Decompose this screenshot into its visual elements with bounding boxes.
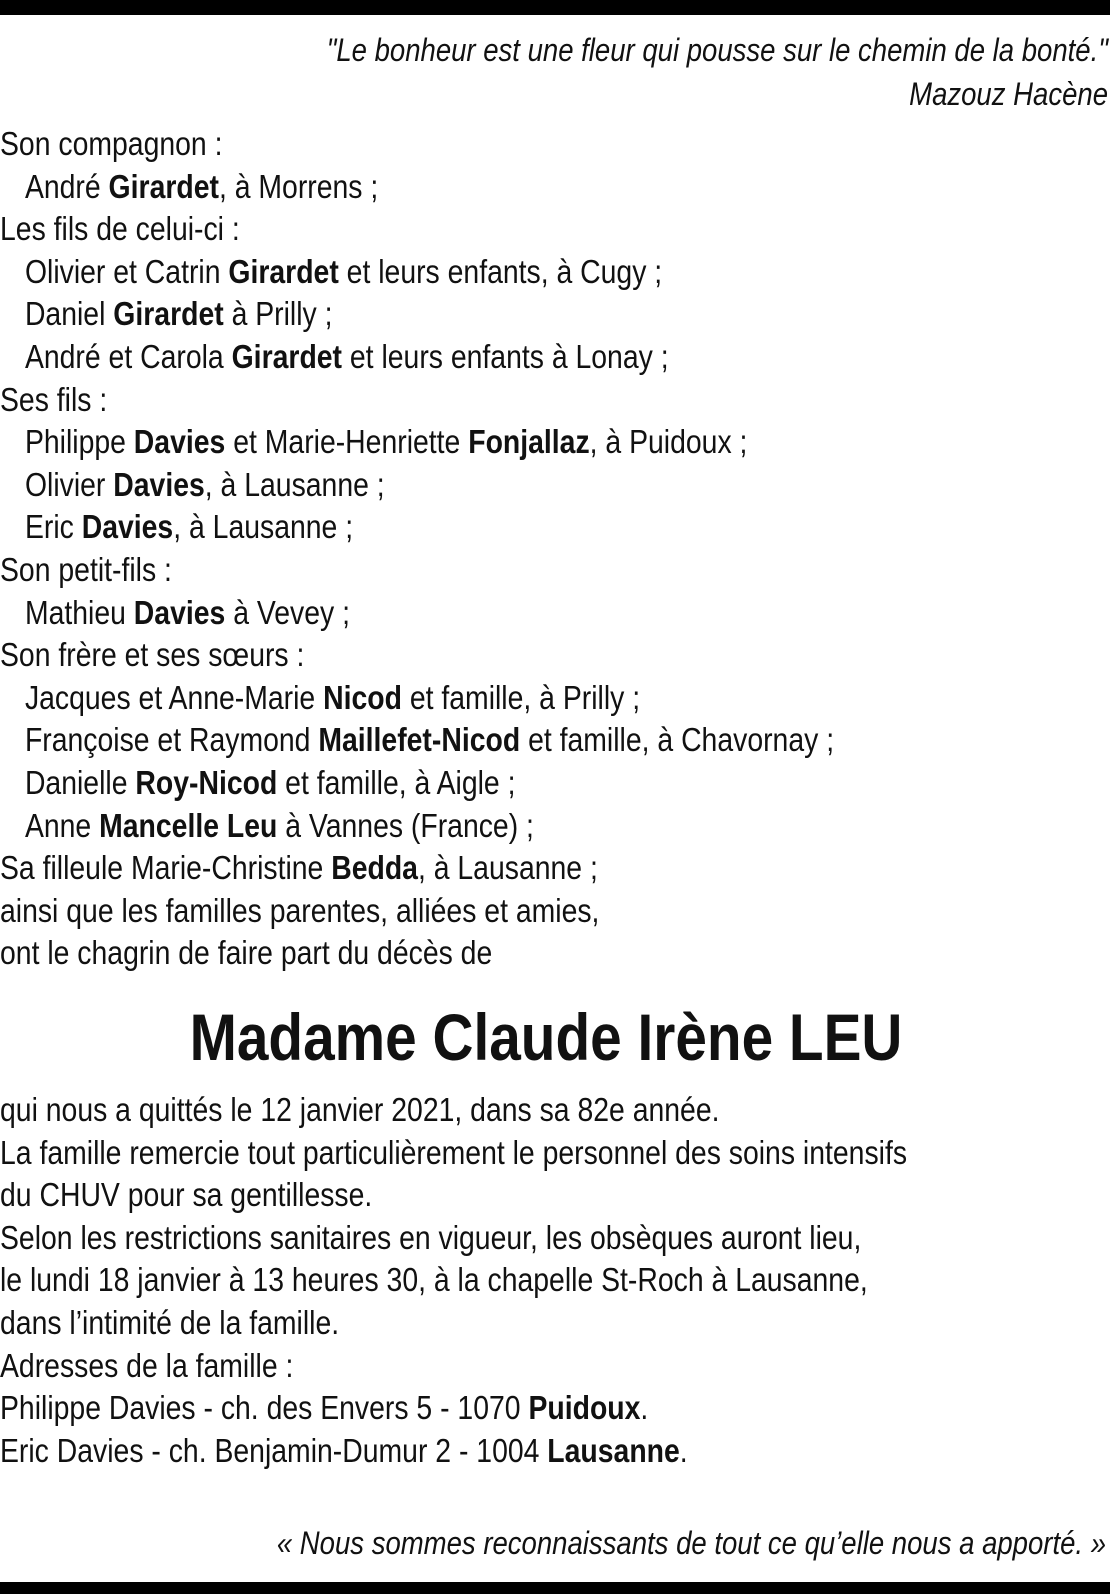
family-member: Philippe Davies et Marie-Henriette Fonjallaz, à Puidoux ; bbox=[24, 423, 748, 461]
family-member: Danielle Roy-Nicod et famille, à Aigle ; bbox=[24, 763, 516, 801]
family-member: Olivier Davies, à Lausanne ; bbox=[24, 465, 385, 503]
family-member: André Girardet, à Morrens ; bbox=[24, 167, 379, 205]
death-date-line: qui nous a quittés le 12 janvier 2021, dans sa 82e année. bbox=[0, 1091, 720, 1128]
announcement-line: ont le chagrin de faire part du décès de bbox=[0, 934, 493, 972]
family-member: Françoise et Raymond Maillefet-Nicod et famille, à Chavornay ; bbox=[24, 721, 835, 759]
thanks-line: La famille remercie tout particulièrement le personnel des soins intensifs bbox=[0, 1133, 908, 1171]
funeral-line: le lundi 18 janvier à 13 heures 30, à la chapelle St-Roch à Lausanne, bbox=[0, 1261, 868, 1299]
addresses-heading: Adresses de la famille : bbox=[0, 1346, 294, 1384]
family-member: André et Carola Girardet et leurs enfants à Lonay ; bbox=[24, 337, 669, 375]
epigraph-quote: "Le bonheur est une fleur qui pousse sur le chemin de la bonté." bbox=[326, 32, 1108, 68]
funeral-line: dans l’intimité de la famille. bbox=[0, 1303, 340, 1341]
address-line: Eric Davies - ch. Benjamin-Dumur 2 - 1004 Lausanne. bbox=[0, 1431, 688, 1469]
family-member: Mathieu Davies à Vevey ; bbox=[24, 593, 350, 631]
family-heading-stepsons: Les fils de celui-ci : bbox=[0, 210, 240, 248]
family-member: Eric Davies, à Lausanne ; bbox=[24, 508, 354, 546]
epigraph-author: Mazouz Hacène bbox=[909, 76, 1108, 112]
epigraph bbox=[162, 28, 1108, 116]
details-block bbox=[0, 1089, 1101, 1472]
top-border-rule bbox=[0, 0, 1110, 15]
family-list bbox=[0, 123, 1101, 975]
family-heading-companion: Son compagnon : bbox=[0, 125, 223, 162]
family-member: Anne Mancelle Leu à Vannes (France) ; bbox=[24, 806, 534, 844]
family-member: Jacques et Anne-Marie Nicod et famille, à Prilly ; bbox=[24, 678, 641, 716]
address-line: Philippe Davies - ch. des Envers 5 - 1070 Puidoux. bbox=[0, 1389, 649, 1427]
family-heading-siblings: Son frère et ses sœurs : bbox=[0, 636, 305, 674]
bottom-border-rule bbox=[0, 1582, 1110, 1594]
relatives-line: ainsi que les familles parentes, alliées et amies, bbox=[0, 891, 600, 929]
deceased-name-heading: Madame Claude Irène LEU bbox=[189, 1000, 903, 1074]
family-heading-grandson: Son petit-fils : bbox=[0, 550, 172, 588]
family-heading-sons: Ses fils : bbox=[0, 380, 108, 418]
thanks-line: du CHUV pour sa gentillesse. bbox=[0, 1176, 373, 1214]
goddaughter-line: Sa filleule Marie-Christine Bedda, à Lausanne ; bbox=[0, 849, 598, 887]
closing-quote: « Nous sommes reconnaissants de tout ce qu’elle nous a apporté. » bbox=[276, 1525, 1106, 1561]
family-member: Daniel Girardet à Prilly ; bbox=[24, 295, 333, 333]
family-member: Olivier et Catrin Girardet et leurs enfants, à Cugy ; bbox=[24, 252, 663, 290]
funeral-line: Selon les restrictions sanitaires en vigueur, les obsèques auront lieu, bbox=[0, 1218, 862, 1256]
